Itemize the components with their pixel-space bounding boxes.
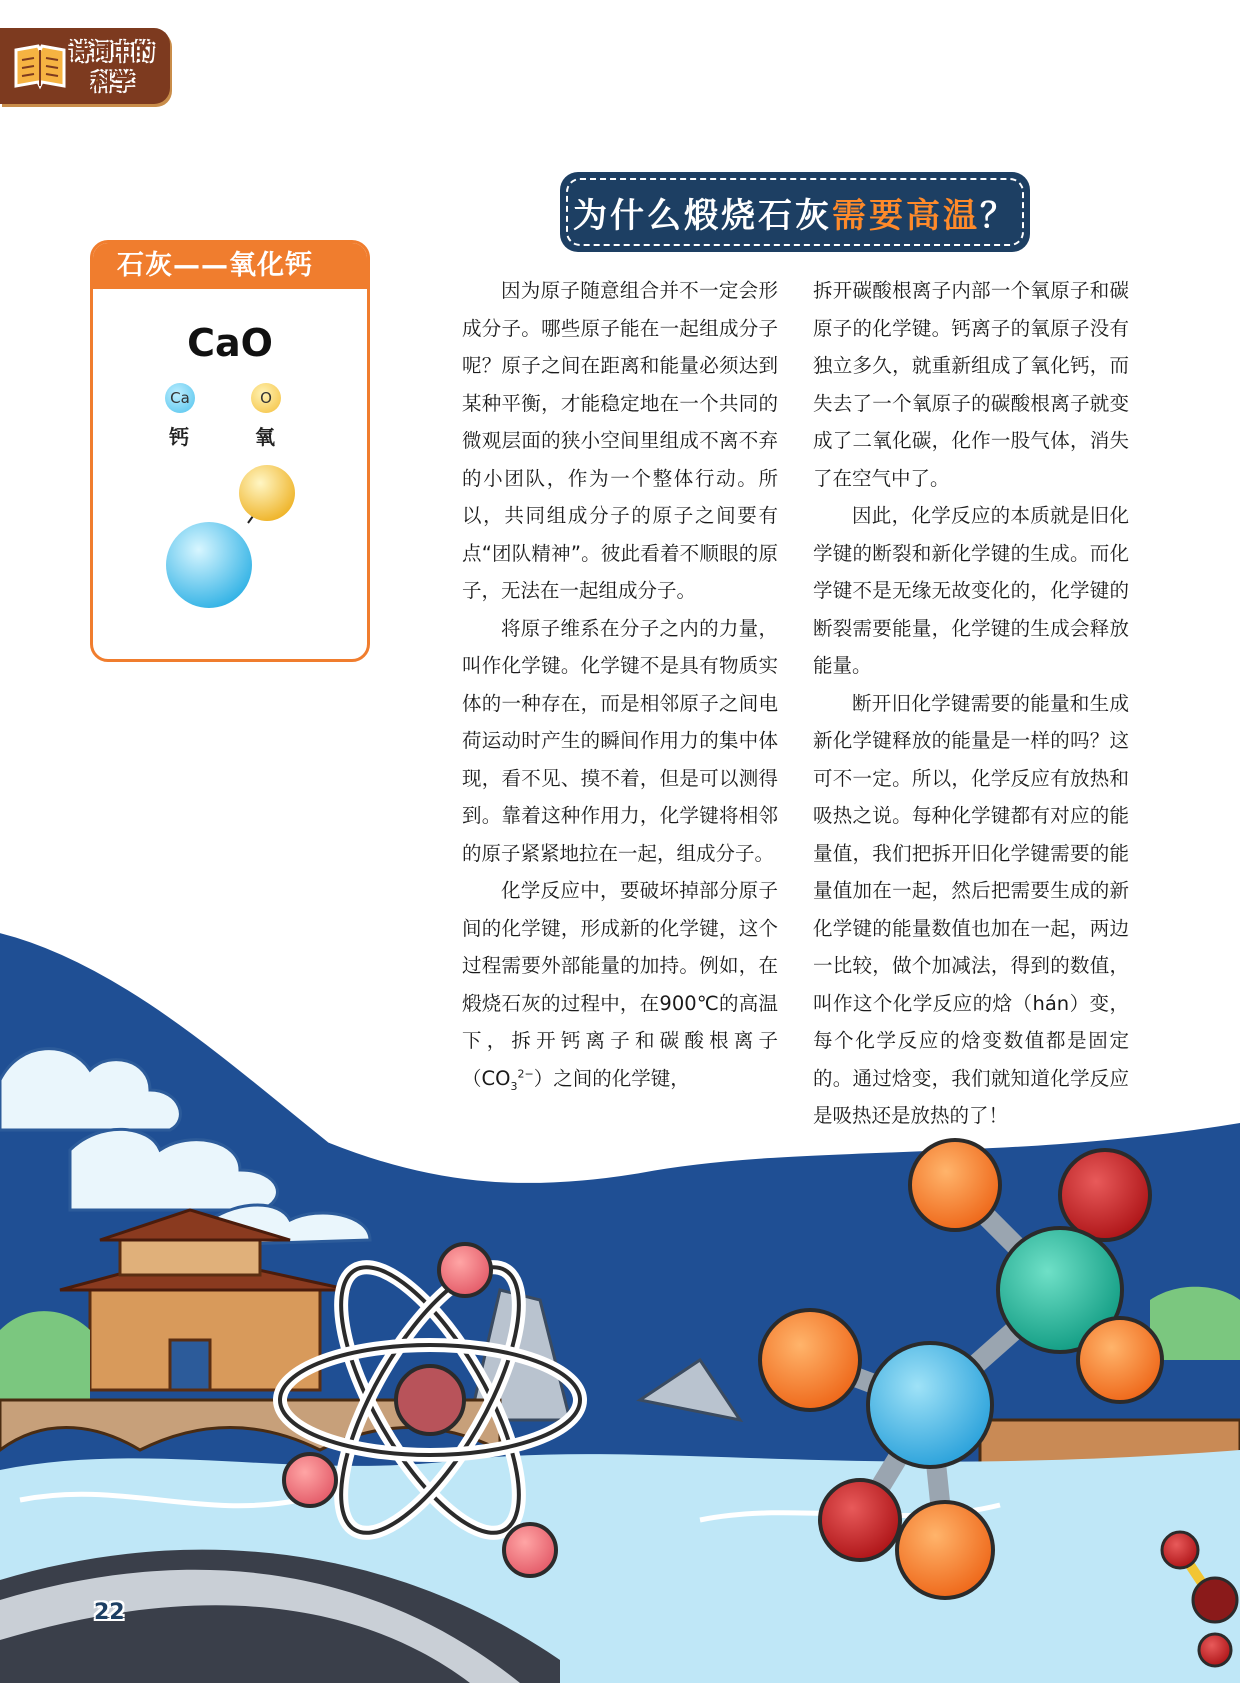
book-icon xyxy=(12,38,68,94)
oxygen-label: 氧 xyxy=(255,425,275,449)
cao-molecule-icon xyxy=(153,463,323,613)
article-title xyxy=(566,178,1024,246)
paragraph-3-tail: ）之间的化学键， xyxy=(533,1066,690,1090)
title-part-3: ？ xyxy=(980,195,1017,236)
column-badge xyxy=(0,28,170,104)
calcium-legend-dot: Ca xyxy=(165,383,195,413)
text-column-right xyxy=(813,272,1129,1135)
badge-line-2: 科学 xyxy=(92,70,134,94)
article-title-box xyxy=(560,172,1030,252)
paragraph-3-text: 化学反应中，要破坏掉部分原子间的化学键，形成新的化学键，这个过程需要外部能量的加持。例如，在煅烧石灰的过程中，在900℃的高温下，拆开钙离子和碳酸根离子（CO xyxy=(462,879,778,1090)
paragraph-5: 断开旧化学键需要的能量和生成新化学键释放的能量是一样的吗？这可不一定。所以，化学反应有放热和吸热之说。每种化学键都有对应的能量值，我们把拆开旧化学键需要的能量值加在一起，然后把需要生成的新化学键的能量数值也加在一起，两边一比较，做个加减法，得到的数值，叫作这个化学反应的焓（hán）变，每个化学反应的焓变数值都是固定的。通过焓变，我们就知道化学反应是吸热还是放热的了！ xyxy=(813,691,1129,1127)
card-heading: 石灰——氧化钙 xyxy=(93,243,367,289)
paragraph-3 xyxy=(462,872,778,1097)
subscript: 3 xyxy=(510,1079,518,1093)
title-highlight: 需要高温 xyxy=(832,195,980,236)
paragraph-3-continued: 拆开碳酸根离子内部一个氧原子和碳原子的化学键。钙离子的氧原子没有独立多久，就重新组成了氧化钙，而失去了一个氧原子的碳酸根离子就变成了二氧化碳，化作一股气体，消失了在空气中了。 xyxy=(813,279,1129,490)
paragraph-4: 因此，化学反应的本质就是旧化学键的断裂和新化学键的生成。而化学键不是无缘无故变化的，化学键的断裂需要能量，化学键的生成会释放能量。 xyxy=(813,504,1129,677)
page-number: 22 xyxy=(94,1600,125,1625)
oxygen-legend-dot: O xyxy=(251,383,281,413)
paragraph-1: 因为原子随意组合并不一定会形成分子。哪些原子能在一起组成分子呢？原子之间在距离和能量必须达到某种平衡，才能稳定地在一个共同的微观层面的狭小空间里组成不离不弃的小团队，作为一个整体行动。所以，共同组成分子的原子之间要有点“团队精神”。彼此看着不顺眼的原子，无法在一起组成分子。 xyxy=(462,279,778,602)
chemical-formula: CaO xyxy=(187,321,273,365)
calcium-label: 钙 xyxy=(169,425,189,449)
cao-info-card xyxy=(90,240,370,662)
title-part-1: 为什么煅烧石灰 xyxy=(573,195,832,236)
superscript: 2− xyxy=(517,1067,534,1080)
text-column-left xyxy=(462,272,778,1097)
badge-line-1: 诗词中的 xyxy=(70,40,154,64)
paragraph-2: 将原子维系在分子之内的力量，叫作化学键。化学键不是具有物质实体的一种存在，而是相邻原子之间电荷运动时产生的瞬间作用力的集中体现，看不见、摸不着，但是可以测得到。靠着这种作用力，化学键将相邻的原子紧紧地拉在一起，组成分子。 xyxy=(462,616,778,865)
